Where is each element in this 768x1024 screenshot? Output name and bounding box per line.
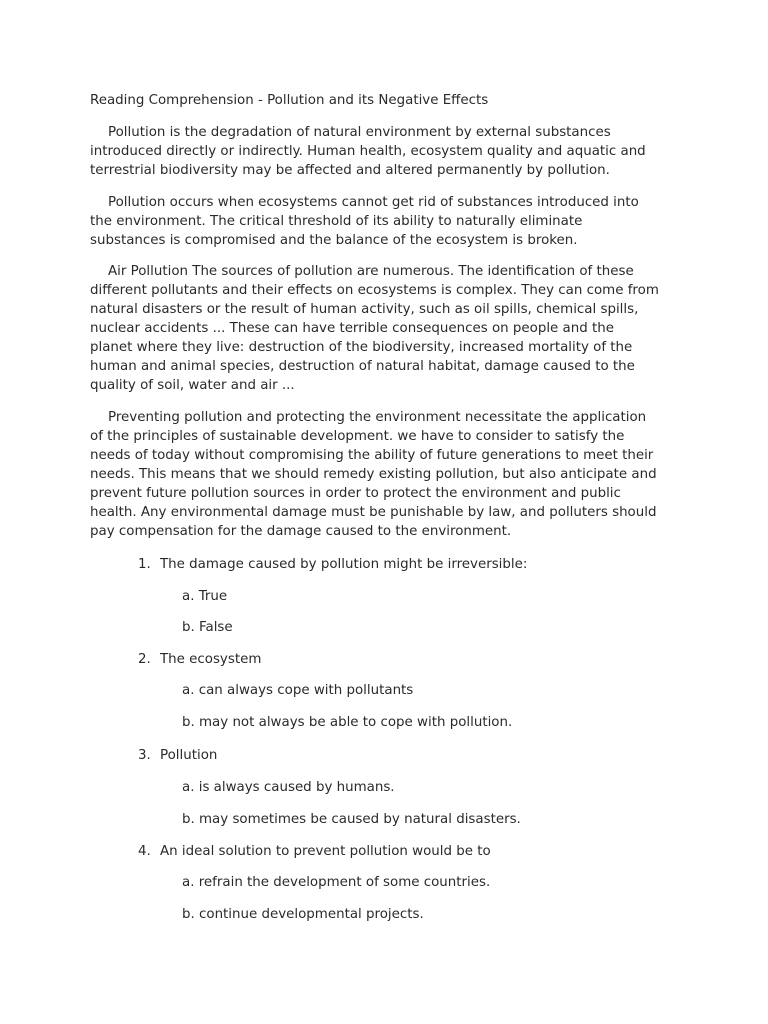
option-4b: b. continue developmental projects. bbox=[182, 907, 424, 922]
question-text: Pollution bbox=[160, 748, 218, 763]
text-line: introduced directly or indirectly. Human health, ecosystem quality and aquatic and bbox=[90, 144, 646, 159]
text-line: nuclear accidents ... These can have terrible consequences on people and the bbox=[90, 321, 614, 336]
option-3a: a. is always caused by humans. bbox=[182, 780, 395, 795]
text-line: substances is compromised and the balance of the ecosystem is broken. bbox=[90, 233, 578, 248]
option-1a: a. True bbox=[182, 589, 228, 604]
question-2 bbox=[138, 650, 261, 669]
text-line: different pollutants and their effects on ecosystems is complex. They can come from bbox=[90, 283, 659, 298]
question-text: The ecosystem bbox=[160, 652, 262, 667]
question-number: 3. bbox=[138, 748, 151, 763]
text-line: Preventing pollution and protecting the environment necessitate the application bbox=[108, 410, 647, 425]
option-2b: b. may not always be able to cope with pollution. bbox=[182, 715, 513, 730]
text-line: planet where they live: destruction of the biodiversity, increased mortality of the bbox=[90, 340, 633, 355]
text-line: human and animal species, destruction of natural habitat, damage caused to the bbox=[90, 359, 635, 374]
text-line: terrestrial biodiversity may be affected and altered permanently by pollution. bbox=[90, 163, 610, 178]
option-1b: b. False bbox=[182, 620, 233, 635]
question-number: 4. bbox=[138, 844, 151, 859]
question-4 bbox=[138, 842, 491, 861]
option-3b: b. may sometimes be caused by natural disasters. bbox=[182, 812, 521, 827]
text-line: natural disasters or the result of human activity, such as oil spills, chemical spills, bbox=[90, 302, 639, 317]
option-2a: a. can always cope with pollutants bbox=[182, 683, 414, 698]
text-line: the environment. The critical threshold of its ability to naturally eliminate bbox=[90, 214, 583, 229]
question-number: 2. bbox=[138, 652, 151, 667]
option-4a: a. refrain the development of some countries. bbox=[182, 875, 491, 890]
text-line: Pollution occurs when ecosystems cannot get rid of substances introduced into bbox=[108, 195, 639, 210]
question-number: 1. bbox=[138, 557, 151, 572]
text-line: quality of soil, water and air ... bbox=[90, 378, 295, 393]
text-line: Air Pollution The sources of pollution are numerous. The identification of these bbox=[108, 264, 634, 279]
question-3 bbox=[138, 746, 217, 765]
paragraph-prevention bbox=[90, 408, 657, 541]
paragraph-air-pollution bbox=[90, 262, 659, 395]
question-text: An ideal solution to prevent pollution would be to bbox=[160, 844, 491, 859]
paragraph-definition bbox=[90, 123, 646, 180]
question-1 bbox=[138, 555, 527, 574]
text-line: pay compensation for the damage caused to the environment. bbox=[90, 524, 512, 539]
text-line: needs of today without compromising the ability of future generations to meet their bbox=[90, 448, 654, 463]
text-line: of the principles of sustainable development. we have to consider to satisfy the bbox=[90, 429, 625, 444]
question-text: The damage caused by pollution might be irreversible: bbox=[160, 557, 528, 572]
text-line: health. Any environmental damage must be punishable by law, and polluters should bbox=[90, 505, 657, 520]
paragraph-causes bbox=[90, 193, 639, 250]
document-title: Reading Comprehension - Pollution and its Negative Effects bbox=[90, 93, 489, 108]
text-line: needs. This means that we should remedy existing pollution, but also anticipate and bbox=[90, 467, 657, 482]
text-line: prevent future pollution sources in order to protect the environment and public bbox=[90, 486, 621, 501]
text-line: Pollution is the degradation of natural environment by external substances bbox=[108, 125, 611, 140]
